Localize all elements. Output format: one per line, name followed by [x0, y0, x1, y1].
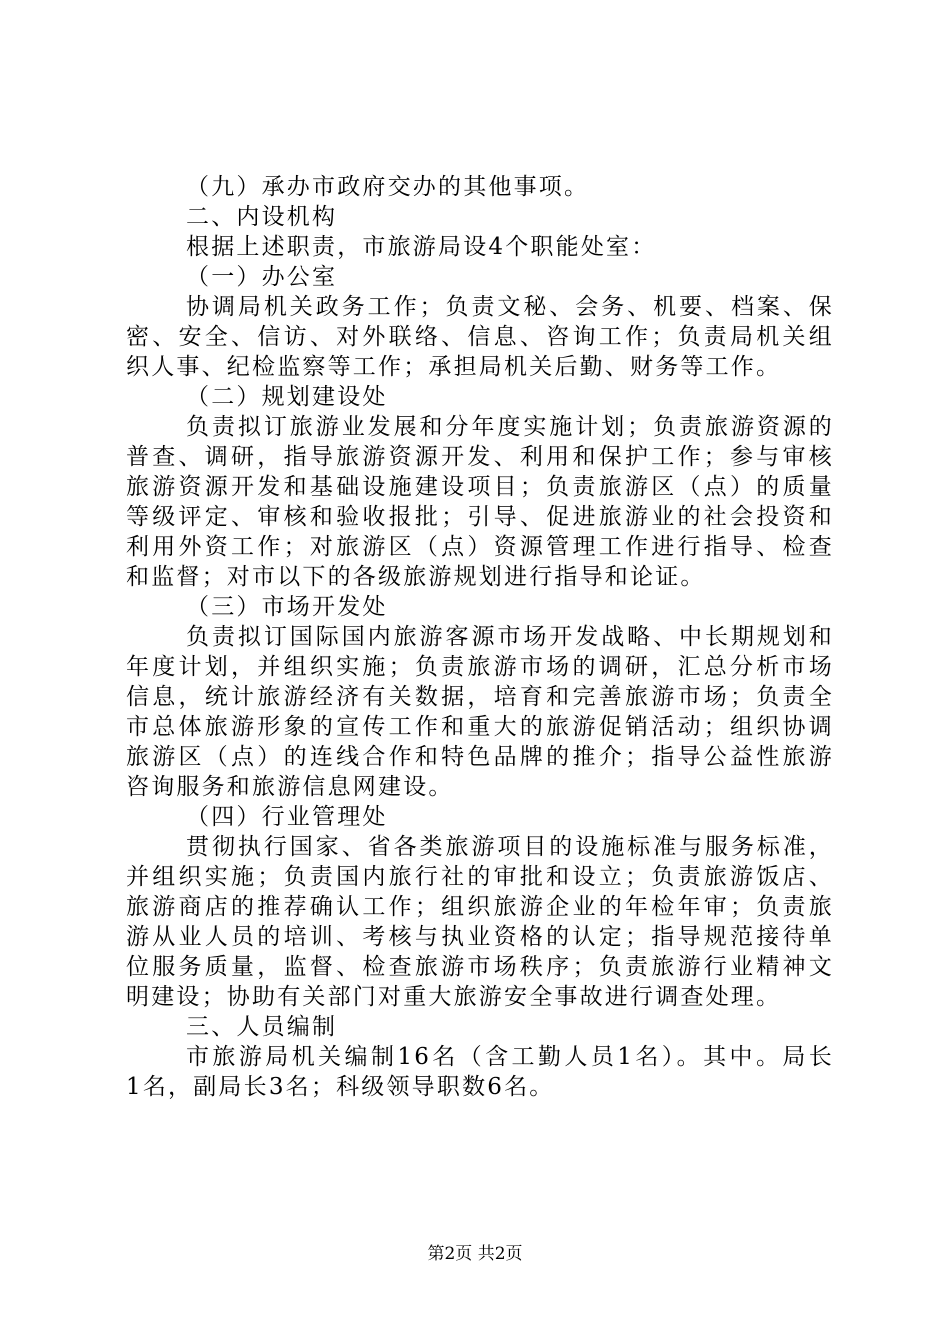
text-line: （三）市场开发处 — [186, 594, 388, 620]
text-line: 位服务质量，监督、检查旅游市场秩序；负责旅游行业精神文 — [126, 954, 834, 980]
text-line: 年度计划，并组织实施；负责旅游市场的调研，汇总分析市场 — [126, 654, 834, 680]
text-line: 游从业人员的培训、考核与执业资格的认定；指导规范接待单 — [126, 924, 834, 950]
text-line: 市总体旅游形象的宣传工作和重大的旅游促销活动；组织协调 — [126, 714, 834, 740]
text-line: 协调局机关政务工作；负责文秘、会务、机要、档案、保 — [186, 294, 834, 320]
text-line: 负责拟订旅游业发展和分年度实施计划；负责旅游资源的 — [186, 414, 834, 440]
text-line: 三、人员编制 — [186, 1014, 338, 1040]
text-line: 贯彻执行国家、省各类旅游项目的设施标准与服务标准， — [186, 834, 834, 860]
document-body — [126, 172, 834, 1102]
text-line: 根据上述职责，市旅游局设4个职能处室： — [186, 234, 657, 260]
text-line: 和监督；对市以下的各级旅游规划进行指导和论证。 — [126, 564, 706, 590]
text-line: 旅游区（点）的连线合作和特色品牌的推介；指导公益性旅游 — [126, 744, 834, 770]
text-line: 织人事、纪检监察等工作；承担局机关后勤、财务等工作。 — [126, 354, 782, 380]
text-line: （二）规划建设处 — [186, 384, 388, 410]
text-line: 市旅游局机关编制16名（含工勤人员1名）。其中。局长 — [186, 1044, 834, 1070]
text-line: （四）行业管理处 — [186, 804, 388, 830]
text-line: （九）承办市政府交办的其他事项。 — [186, 174, 590, 200]
text-line: 1名，副局长3名；科级领导职数6名。 — [126, 1074, 555, 1100]
text-line: 二、内设机构 — [186, 204, 338, 230]
text-line: （一）办公室 — [186, 264, 338, 290]
text-line: 并组织实施；负责国内旅行社的审批和设立；负责旅游饭店、 — [126, 864, 834, 890]
text-line: 咨询服务和旅游信息网建设。 — [126, 774, 454, 800]
text-line: 利用外资工作；对旅游区（点）资源管理工作进行指导、检查 — [126, 534, 834, 560]
text-line: 明建设；协助有关部门对重大旅游安全事故进行调查处理。 — [126, 984, 782, 1010]
page-footer: 第2页 共2页 — [427, 1244, 523, 1264]
text-line: 旅游资源开发和基础设施建设项目；负责旅游区（点）的质量 — [126, 474, 834, 500]
text-line: 等级评定、审核和验收报批；引导、促进旅游业的社会投资和 — [126, 504, 834, 530]
text-line: 密、安全、信访、对外联络、信息、咨询工作；负责局机关组 — [126, 324, 834, 350]
text-line: 旅游商店的推荐确认工作；组织旅游企业的年检年审；负责旅 — [126, 894, 834, 920]
text-line: 普查、调研，指导旅游资源开发、利用和保护工作；参与审核 — [126, 444, 834, 470]
text-line: 信息，统计旅游经济有关数据，培育和完善旅游市场；负责全 — [126, 684, 834, 710]
text-line: 负责拟订国际国内旅游客源市场开发战略、中长期规划和 — [186, 624, 834, 650]
